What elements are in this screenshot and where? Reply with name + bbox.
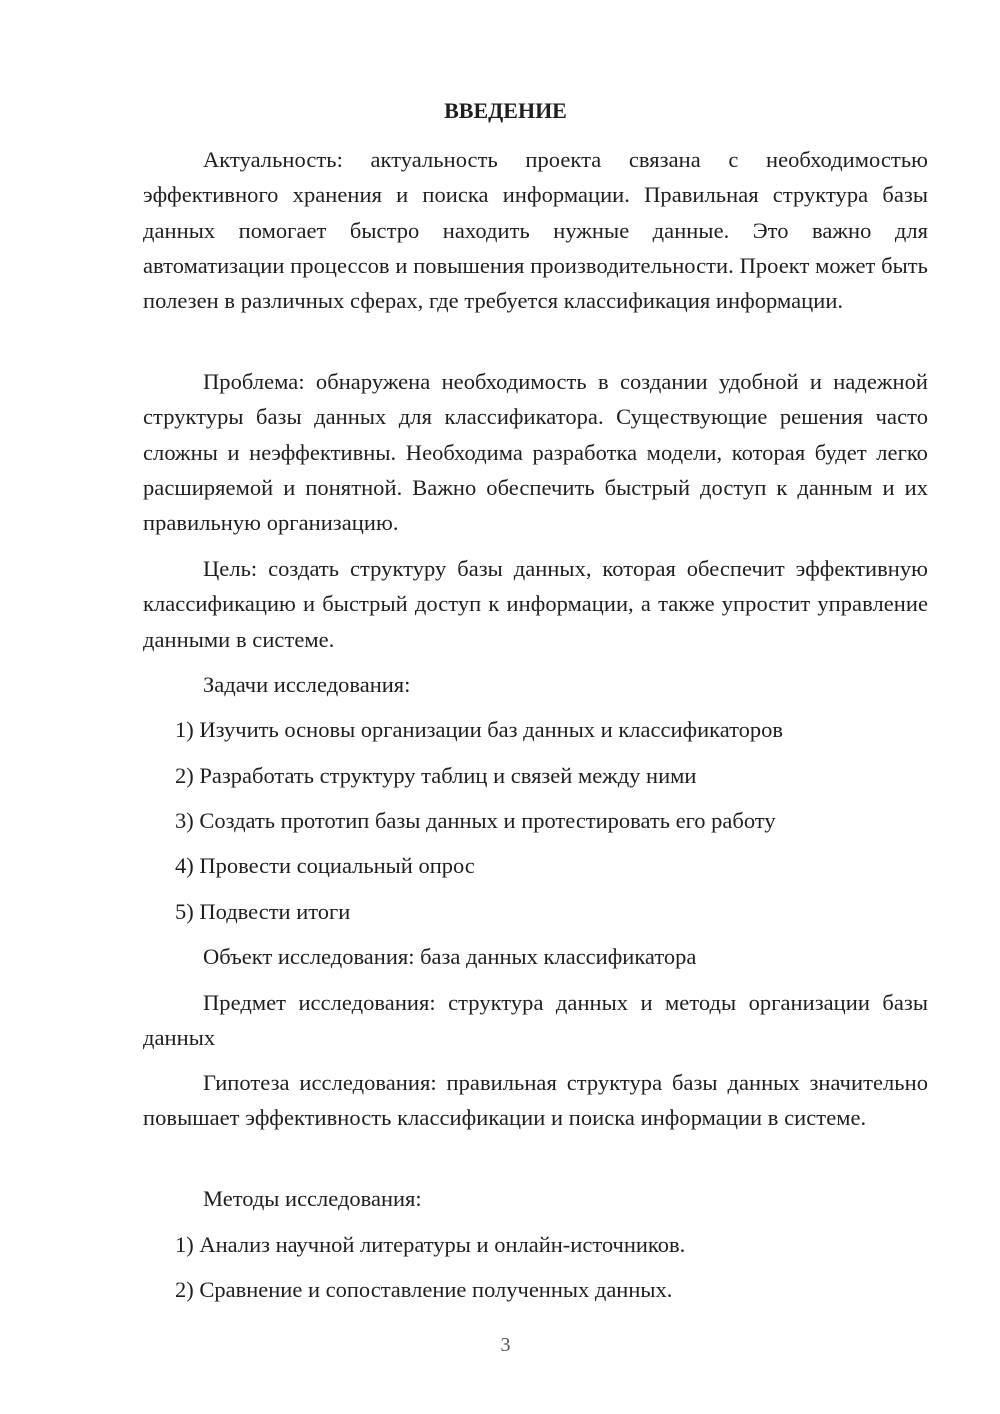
page-title: ВВЕДЕНИЕ — [444, 98, 567, 123]
relevance-paragraph: Актуальность: актуальность проекта связана с необходимостью эффективного хранения и поиска информации. Правильная структура базы данных помогает быстро находить нужные данные. Это важно для автоматизации процессов и повышения производительности. Проект может быть полезен в различных сферах, где требуется классификация информации. — [143, 147, 928, 314]
task-item-5: 5) Подвести итоги — [175, 899, 351, 924]
problem-paragraph: Проблема: обнаружена необходимость в создании удобной и надежной структуры базы данных для классификатора. Существующие решения часто сложны и неэффективны. Необходима разработка модели, которая будет легко расширяемой и понятной. Важно обеспечить быстрый доступ к данным и их правильную организацию. — [143, 369, 928, 536]
task-item-2: 2) Разработать структуру таблиц и связей между ними — [175, 763, 697, 788]
object-paragraph: Объект исследования: база данных классификатора — [203, 944, 697, 969]
method-item-1: 1) Анализ научной литературы и онлайн-источников. — [175, 1232, 686, 1257]
hypothesis-paragraph: Гипотеза исследования: правильная структура базы данных значительно повышает эффективность классификации и поиска информации в системе. — [143, 1070, 928, 1131]
tasks-heading: Задачи исследования: — [203, 672, 411, 697]
subject-paragraph: Предмет исследования: структура данных и методы организации базы данных — [143, 990, 928, 1051]
methods-heading: Методы исследования: — [203, 1186, 422, 1211]
task-item-4: 4) Провести социальный опрос — [175, 853, 475, 878]
task-item-1: 1) Изучить основы организации баз данных и классификаторов — [175, 717, 784, 742]
goal-paragraph: Цель: создать структуру базы данных, которая обеспечит эффективную классификацию и быстрый доступ к информации, а также упростит управление данными в системе. — [143, 556, 928, 652]
method-item-2: 2) Сравнение и сопоставление полученных данных. — [175, 1277, 673, 1302]
document-page — [143, 0, 928, 1414]
task-item-3: 3) Создать прототип базы данных и протестировать его работу — [175, 808, 776, 833]
page-number: 3 — [500, 1334, 511, 1356]
